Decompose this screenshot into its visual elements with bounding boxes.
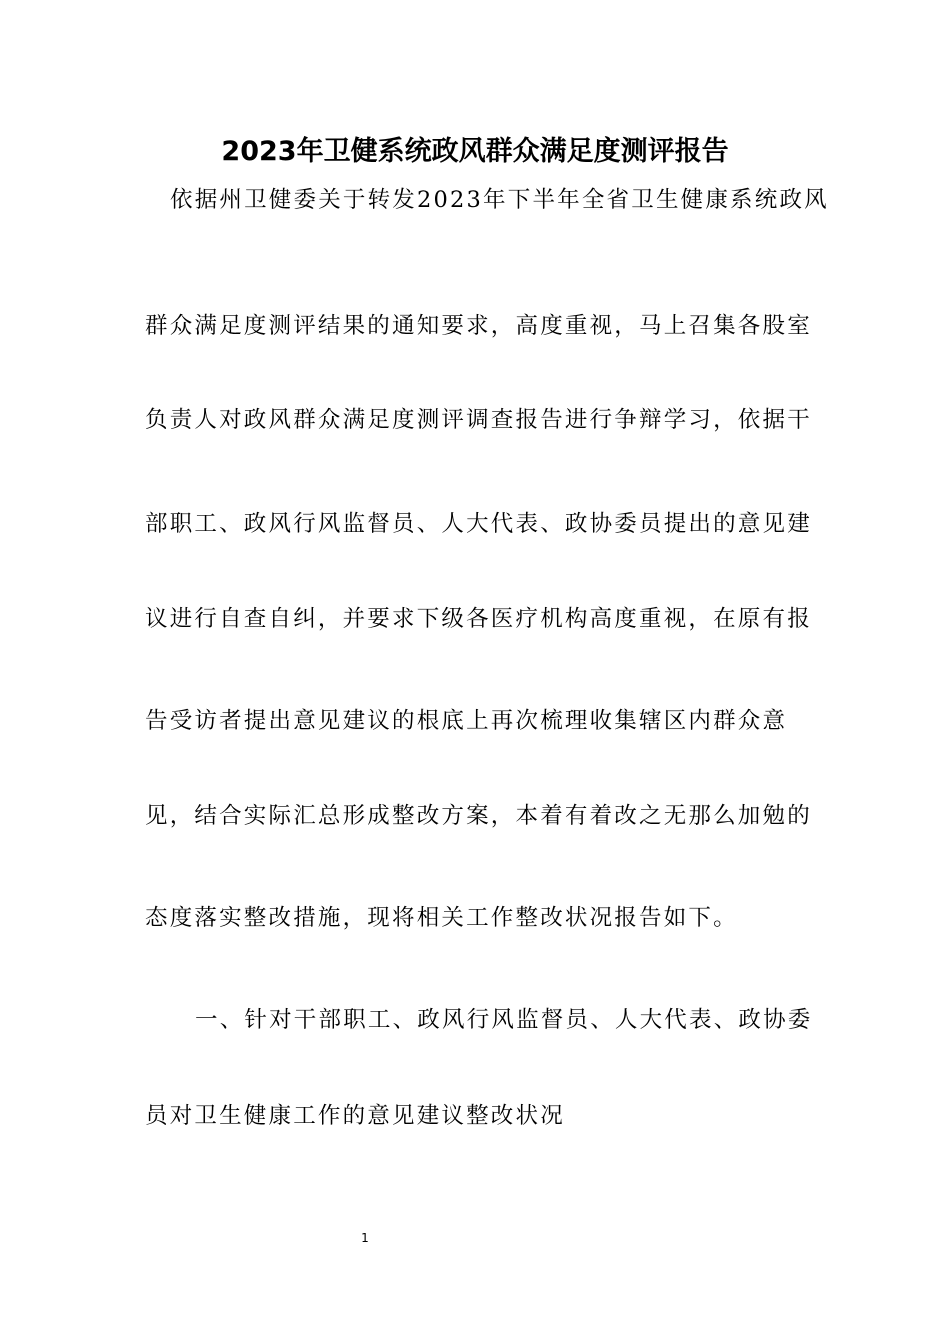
paragraph-line-1: 依据州卫健委关于转发2023年下半年全省卫生健康系统政风 <box>170 187 829 213</box>
page-number: 1 <box>361 1231 369 1245</box>
paragraph-line-8: 态度落实整改措施，现将相关工作整改状况报告如下。 <box>145 905 738 931</box>
paragraph-line-6: 告受访者提出意见建议的根底上再次梳理收集辖区内群众意 <box>145 708 788 734</box>
paragraph-line-2: 群众满足度测评结果的通知要求，高度重视，马上召集各股室 <box>145 313 812 339</box>
paragraph-line-3: 负责人对政风群众满足度测评调查报告进行争辩学习，依据干 <box>145 407 812 433</box>
document-title: 2023年卫健系统政风群众满足度测评报告 <box>221 136 729 167</box>
section-heading-line-2: 员对卫生健康工作的意见建议整改状况 <box>145 1103 565 1129</box>
section-heading-line-1: 一、针对干部职工、政风行风监督员、人大代表、政协委 <box>195 1007 813 1033</box>
paragraph-line-5: 议进行自查自纠，并要求下级各医疗机构高度重视，在原有报 <box>145 606 812 632</box>
paragraph-line-4: 部职工、政风行风监督员、人大代表、政协委员提出的意见建 <box>145 511 812 537</box>
paragraph-line-7: 见，结合实际汇总形成整改方案，本着有着改之无那么加勉的 <box>145 803 812 829</box>
